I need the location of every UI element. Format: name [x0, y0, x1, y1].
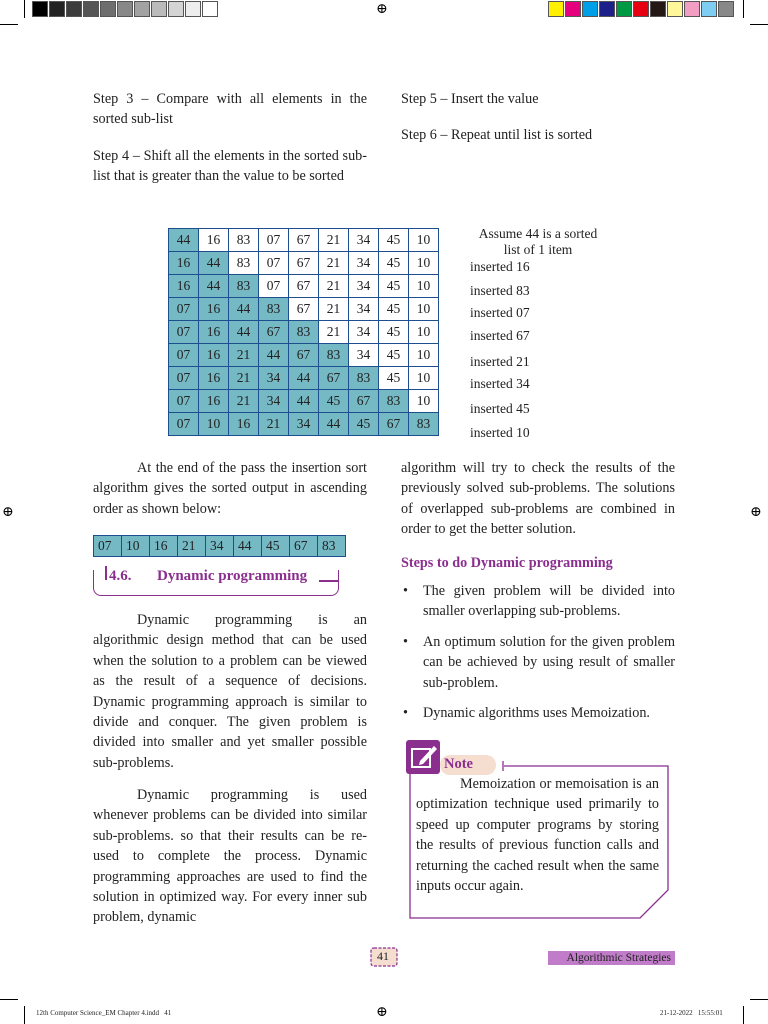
- sort-table-cell: 16: [199, 367, 229, 390]
- color-swatch: [718, 1, 734, 17]
- sort-table-cell: 34: [349, 298, 379, 321]
- sort-table-cell: 16: [199, 344, 229, 367]
- sort-table-cell: 67: [289, 275, 319, 298]
- sort-table-cell: 10: [409, 275, 439, 298]
- sorted-output-cell: 44: [234, 536, 262, 557]
- sort-step-label: inserted 67: [470, 328, 530, 343]
- sort-table-cell: 45: [379, 367, 409, 390]
- end-pass-text: At the end of the pass the insertion sort algorithm gives the sorted output in ascending order as shown below:: [93, 460, 367, 517]
- bullet-icon: •: [403, 633, 408, 650]
- color-swatch: [599, 1, 615, 17]
- sort-table-cell: 34: [259, 367, 289, 390]
- sort-table-cell: 16: [169, 275, 199, 298]
- steps-heading: Steps to do Dynamic programming: [401, 555, 613, 571]
- sort-table-cell: 83: [409, 413, 439, 436]
- note-pencil-icon: [406, 740, 440, 774]
- color-swatch: [616, 1, 632, 17]
- sort-table-cell: 44: [229, 321, 259, 344]
- color-swatch: [701, 1, 717, 17]
- sort-table-cell: 16: [199, 390, 229, 413]
- gray-swatch: [66, 1, 82, 17]
- sort-table-cell: 16: [199, 298, 229, 321]
- sort-table-row: [169, 321, 439, 344]
- sort-step-label: inserted 34: [470, 376, 530, 391]
- crop-mark: [0, 999, 18, 1000]
- steps-list-item: [401, 703, 675, 723]
- step-5-text: Step 5 – Insert the value: [401, 91, 539, 107]
- gray-swatch: [32, 1, 48, 17]
- steps-list-item: [401, 632, 675, 693]
- sort-table-row: [169, 413, 439, 436]
- date-info: 21-12-2022 15:55:01: [660, 1009, 723, 1017]
- gray-swatch: [100, 1, 116, 17]
- sort-table-row: [169, 229, 439, 252]
- step-3-text: Step 3 – Compare with all elements in the sorted sub-list: [93, 91, 367, 128]
- sort-table-cell: 21: [319, 275, 349, 298]
- sort-table-cell: 83: [349, 367, 379, 390]
- sort-table-cell: 07: [259, 252, 289, 275]
- sort-table-cell: 16: [199, 321, 229, 344]
- color-swatch: [548, 1, 564, 17]
- page-number-badge: [370, 947, 398, 967]
- color-swatch: [565, 1, 581, 17]
- sort-table-cell: 67: [259, 321, 289, 344]
- sort-table-row: [169, 298, 439, 321]
- sort-table-cell: 34: [259, 390, 289, 413]
- sort-step-label: inserted 45: [470, 401, 530, 416]
- sort-table-row: [169, 344, 439, 367]
- sort-table-cell: 45: [349, 413, 379, 436]
- sort-table-cell: 44: [289, 390, 319, 413]
- file-info: 12th Computer Science_EM Chapter 4.indd 41: [36, 1009, 172, 1017]
- sort-table-cell: 21: [229, 367, 259, 390]
- registration-mark-icon: ⊕: [750, 505, 762, 520]
- sort-table-cell: 67: [289, 344, 319, 367]
- sort-table-cell: 10: [409, 390, 439, 413]
- insertion-sort-table: [168, 228, 439, 436]
- sort-table-cell: 07: [169, 344, 199, 367]
- sort-step-label: inserted 16: [470, 259, 530, 274]
- sort-table-cell: 44: [289, 367, 319, 390]
- sort-table-cell: 34: [349, 321, 379, 344]
- sort-table-cell: 07: [169, 413, 199, 436]
- sort-table-cell: 67: [379, 413, 409, 436]
- sort-table-cell: 44: [169, 229, 199, 252]
- gray-swatch: [49, 1, 65, 17]
- gray-swatch: [168, 1, 184, 17]
- sort-table-cell: 21: [259, 413, 289, 436]
- dp-intro-paragraph: Dynamic programming is an algorithmic design method that can be used when the solution to a problem can be viewed as the result of a sequence of decisions. Dynamic programming approach is similar to divide and conquer. The given problem is divided into smaller and yet smaller possible sub-problems.: [93, 612, 367, 771]
- section-heading: [93, 566, 339, 596]
- registration-mark-icon: ⊕: [376, 1005, 388, 1020]
- sort-table-cell: 45: [319, 390, 349, 413]
- color-calibration-bar: [548, 1, 735, 22]
- sort-table-cell: 45: [379, 298, 409, 321]
- sort-table-cell: 34: [349, 275, 379, 298]
- bullet-icon: •: [403, 583, 408, 599]
- gray-swatch: [185, 1, 201, 17]
- sort-table-cell: 44: [229, 298, 259, 321]
- sort-table-cell: 21: [319, 321, 349, 344]
- sort-table-cell: 45: [379, 252, 409, 275]
- section-frame-top-right: [319, 580, 339, 582]
- sorted-output-cell: 07: [94, 536, 122, 557]
- note-label: Note: [444, 756, 473, 772]
- steps-list-text: An optimum solution for the given problem can be achieved by using result of smaller sub-problem.: [423, 633, 675, 691]
- sort-table-cell: 07: [259, 229, 289, 252]
- steps-list: [401, 581, 675, 733]
- crop-mark: [24, 0, 25, 18]
- color-swatch: [667, 1, 683, 17]
- crop-mark: [750, 24, 768, 25]
- sort-table-cell: 10: [409, 229, 439, 252]
- gray-swatch: [134, 1, 150, 17]
- sort-step-label: inserted 21: [470, 354, 530, 369]
- sort-table-cell: 44: [199, 252, 229, 275]
- sort-table-cell: 10: [409, 321, 439, 344]
- sort-table-cell: 44: [259, 344, 289, 367]
- sort-table-cell: 21: [319, 252, 349, 275]
- gray-swatch: [83, 1, 99, 17]
- sort-table-cell: 45: [379, 229, 409, 252]
- sort-table-cell: 21: [319, 298, 349, 321]
- sort-table-cell: 34: [349, 229, 379, 252]
- chapter-footer-bar: [548, 951, 675, 965]
- sort-table-cell: 16: [229, 413, 259, 436]
- sort-table-cell: 45: [379, 275, 409, 298]
- bullet-icon: •: [403, 705, 408, 722]
- sort-table-cell: 07: [169, 367, 199, 390]
- sort-table-cell: 07: [169, 298, 199, 321]
- sorted-output-cell: 34: [206, 536, 234, 557]
- gray-swatch: [202, 1, 218, 17]
- sorted-output-row: [93, 535, 346, 557]
- sort-table-cell: 67: [319, 367, 349, 390]
- sort-table-cell: 45: [379, 321, 409, 344]
- sort-table-row: [169, 390, 439, 413]
- sort-table-row: [169, 275, 439, 298]
- sort-table-cell: 10: [409, 298, 439, 321]
- sort-table-cell: 67: [289, 298, 319, 321]
- sort-table-cell: 34: [349, 252, 379, 275]
- step-6-text: Step 6 – Repeat until list is sorted: [401, 127, 593, 143]
- sort-table-cell: 16: [169, 252, 199, 275]
- sort-table-cell: 83: [259, 298, 289, 321]
- sort-step-label: inserted 07: [470, 305, 530, 320]
- sort-table-cell: 21: [229, 390, 259, 413]
- sort-table-cell: 10: [409, 344, 439, 367]
- note-box: [404, 736, 674, 920]
- sorted-output-cell: 21: [178, 536, 206, 557]
- sort-table-cell: 07: [169, 390, 199, 413]
- sorted-output-cell: 10: [122, 536, 150, 557]
- steps-list-text: Dynamic algorithms uses Memoization.: [423, 705, 650, 722]
- section-frame-top-left: [105, 566, 107, 580]
- sort-table-cell: 83: [229, 275, 259, 298]
- section-number: 4.6.: [109, 568, 132, 584]
- sort-table-cell: 83: [229, 229, 259, 252]
- chapter-label: Algorithmic Strategies: [566, 952, 671, 964]
- color-swatch: [633, 1, 649, 17]
- sort-table-cell: 21: [319, 229, 349, 252]
- sort-table-row: [169, 252, 439, 275]
- dp-usage-paragraph: Dynamic programming is used whenever problems can be divided into similar sub-problems. so that their results can be re-used to complete the process. Dynamic programming approaches are used to find the solution in optimized way. For every inner sub problem, dynamic: [93, 787, 367, 926]
- registration-mark-icon: ⊕: [376, 2, 388, 17]
- sorted-output-cell: 16: [150, 536, 178, 557]
- sort-table-cell: 67: [289, 229, 319, 252]
- color-swatch: [582, 1, 598, 17]
- sort-table-cell: 10: [409, 252, 439, 275]
- sort-table-cell: 07: [169, 321, 199, 344]
- sort-step-label: inserted 10: [470, 425, 530, 440]
- sort-step-label: Assume 44 is a sorted list of 1 item: [478, 226, 598, 257]
- note-text: Memoization or memoisation is an optimization technique used primarily to speed up computer programs by storing the results of previous function calls and returning the cached result when the same inputs occur again.: [416, 776, 659, 895]
- sort-table-cell: 83: [379, 390, 409, 413]
- color-swatch: [684, 1, 700, 17]
- sort-table-cell: 45: [379, 344, 409, 367]
- crop-mark: [750, 999, 768, 1000]
- sort-table-cell: 44: [199, 275, 229, 298]
- sort-table-cell: 44: [319, 413, 349, 436]
- gray-swatch: [117, 1, 133, 17]
- sort-table-cell: 16: [199, 229, 229, 252]
- section-title: Dynamic programming: [157, 568, 308, 584]
- sort-table-cell: 83: [319, 344, 349, 367]
- crop-mark: [24, 1006, 25, 1024]
- sort-table-row: [169, 367, 439, 390]
- crop-mark: [743, 0, 744, 18]
- sort-table-cell: 67: [349, 390, 379, 413]
- gray-swatch: [151, 1, 167, 17]
- steps-list-item: [401, 581, 675, 622]
- crop-mark: [743, 1006, 744, 1024]
- crop-mark: [0, 24, 18, 25]
- sort-table-cell: 07: [259, 275, 289, 298]
- page-number: 41: [377, 949, 389, 963]
- sorted-output-cell: 45: [262, 536, 290, 557]
- sort-table-cell: 83: [229, 252, 259, 275]
- sort-table-cell: 34: [349, 344, 379, 367]
- gray-calibration-bar: [32, 1, 219, 22]
- sort-table-cell: 21: [229, 344, 259, 367]
- color-swatch: [650, 1, 666, 17]
- sort-table-cell: 67: [289, 252, 319, 275]
- sort-table-cell: 10: [409, 367, 439, 390]
- sort-table-cell: 34: [289, 413, 319, 436]
- dp-continued-paragraph: algorithm will try to check the results of the previously solved sub-problems. The solutions of overlapped sub-problems are combined in order to get the better solution.: [401, 460, 675, 538]
- sort-step-label: inserted 83: [470, 283, 530, 298]
- sorted-output-cell: 67: [290, 536, 318, 557]
- steps-list-text: The given problem will be divided into smaller overlapping sub-problems.: [423, 583, 675, 620]
- sort-table-cell: 83: [289, 321, 319, 344]
- sort-table-cell: 10: [199, 413, 229, 436]
- registration-mark-icon: ⊕: [2, 505, 14, 520]
- sorted-output-cell: 83: [318, 536, 346, 557]
- step-4-text: Step 4 – Shift all the elements in the sorted sub-list that is greater than the value to be sorted: [93, 148, 367, 185]
